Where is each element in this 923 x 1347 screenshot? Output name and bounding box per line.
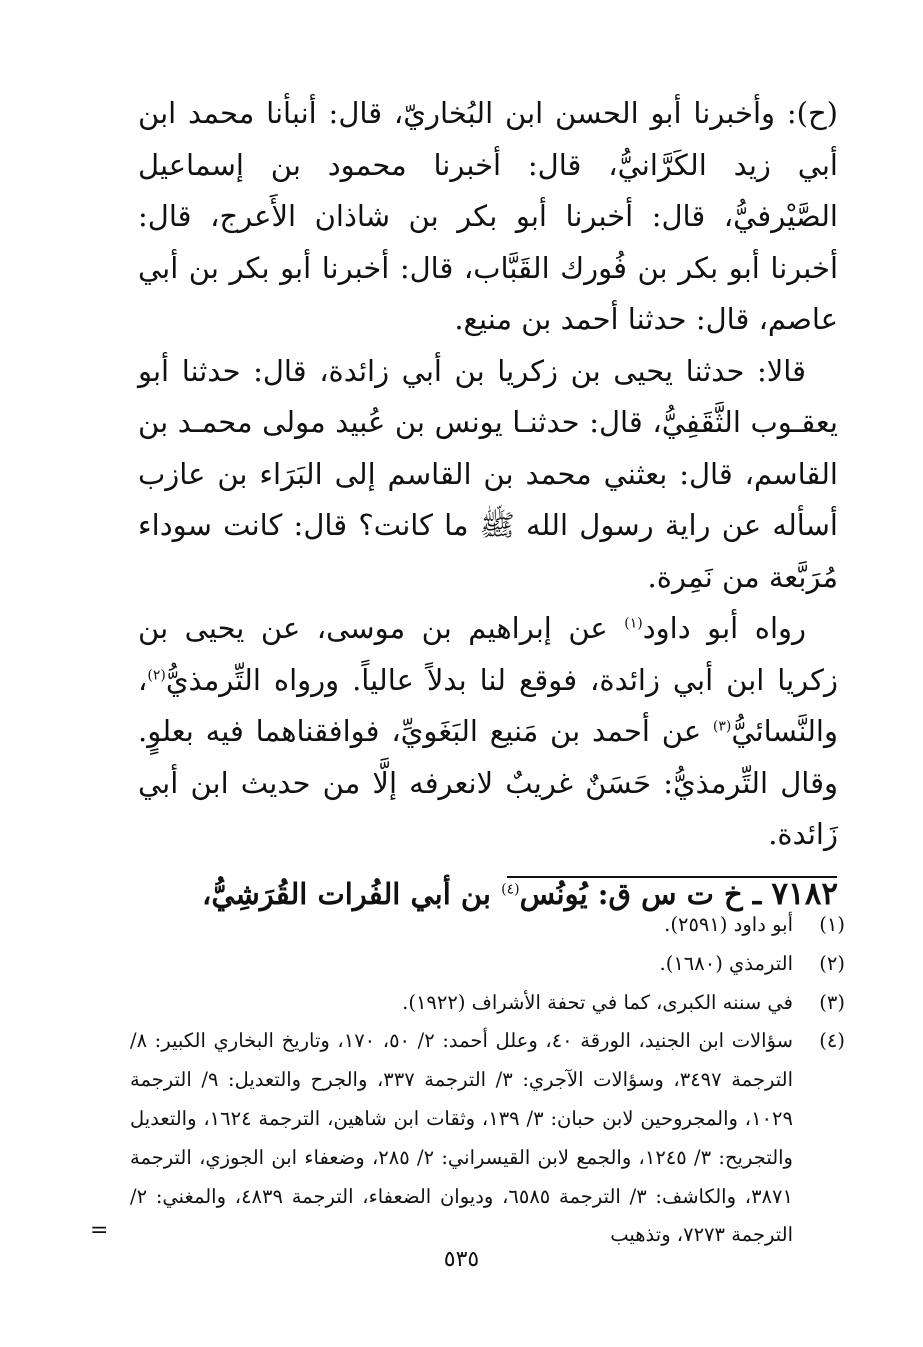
footnote-item: [130, 1022, 845, 1255]
paragraph-takhrij: [138, 603, 838, 861]
footnote-item: [130, 945, 845, 984]
footnote-number: (١): [819, 913, 845, 936]
footnote-number: (٢): [819, 951, 845, 975]
takhrij-text-1: رواه أبو داود: [642, 611, 807, 645]
footnote-text: في سننه الكبرى، كما في تحفة الأشراف (١٩٢٢).: [402, 990, 793, 1014]
footnote-text: سؤالات ابن الجنيد، الورقة ٤٠، وعلل أحمد: ٢/ ٥٠، ١٧٠، وتاريخ البخاري الكبير: ٨/ الترجمة ٣٤٩٧، وسؤالات الآجري: ٣/ الترجمة ٣٣٧، والجرح والتعديل: ٩/ الترجمة ١٠٢٩، والمجروحين لابن حبان: ٣/ ١٣٩، وثقات ابن شاهين، الترجمة ١٦٢٤، والتعديل والتجريح: ٣/ ١٢٤٥، والجمع لابن القيسراني: ٢/ ٢٨٥، وضعفاء ابن الجوزي، الترجمة ٣٨٧١، والكاشف: ٣/ الترجمة ٦٥٨٥، وديوان الضعفاء، الترجمة ٤٨٣٩، والمغني: ٢/ الترجمة ٧٢٧٣، وتذهيب: [130, 1029, 794, 1247]
entry-number: ٧١٨٢: [771, 875, 838, 912]
footnote-ref-2[interactable]: (٢): [147, 666, 166, 683]
takhrij-text-2: عن إبراهيم بن موسى، عن يحيى بن زكريا ابن أبي زائدة، فوقع لنا بدلاً عالياً. ورواه التِّرمذيُّ: [138, 611, 838, 697]
continuation-mark: =: [90, 1218, 109, 1244]
takhrij-text-3: ، والنَّسائيُّ: [138, 662, 838, 748]
entry-codes: ـ خ ت س ق:: [587, 876, 772, 911]
footnotes: [90, 906, 845, 1255]
footnote-number: (٣): [819, 990, 845, 1014]
footnote-item: [130, 906, 845, 945]
footnote-text: أبو داود (٢٥٩١).: [664, 913, 793, 936]
footnote-item: [130, 984, 845, 1023]
footnote-number: (٤): [819, 1029, 845, 1053]
entry-rest: بن أبي الفُرات القُرَشِيُّ،: [201, 876, 502, 911]
entry-name: يُونُس: [519, 876, 588, 911]
footnote-divider: [507, 876, 837, 878]
takhrij-text-4: عن أحمد بن مَنيع البَغَويِّ، فوافقناهما فيه بعلوٍ. وقال التِّرمذيُّ: حَسَنٌ غريبٌ لانعرفه إلَّا من حديث ابن أبي زَائدة.: [138, 714, 838, 851]
footnote-ref-3[interactable]: (٣): [712, 718, 732, 735]
paragraph-hadith: قالا: حدثنا يحيى بن زكريا بن أبي زائدة، قال: حدثنا أبو يعقـوب الثَّقَفِيُّ، قال: حدثنـا يونس بن عُبيد مولى محمـد بن القاسم، قال: بعثني محمد بن القاسم إلى البَرَاء بن عازب أسأله عن راية رسول الله ﷺ ما كانت؟ قال: كانت سوداء مُرَبَّعة من نَمِرة.: [138, 353, 838, 594]
footnote-text: الترمذي (١٦٨٠).: [659, 951, 793, 975]
main-text: [138, 88, 838, 920]
footnote-ref-1[interactable]: (١): [624, 615, 643, 632]
page-number: ٥٣٥: [443, 1247, 480, 1272]
paragraph-isnad: (ح): وأخبرنا أبو الحسن ابن البُخاريّ، قال: أنبأنا محمد ابن أبي زيد الكَرَّانيُّ، قال: أخبرنا محمود بن إسماعيل الصَّيْرفيُّ، قال: أخبرنا أبو بكر بن شاذان الأَعرج، قال: أخبرنا أبو بكر بن فُورك القَبَّاب، قال: أخبرنا أبو بكر بن أبي عاصم، قال: حدثنا أحمد بن منيع.: [138, 96, 838, 336]
footnote-ref-4[interactable]: (٤): [501, 880, 520, 897]
